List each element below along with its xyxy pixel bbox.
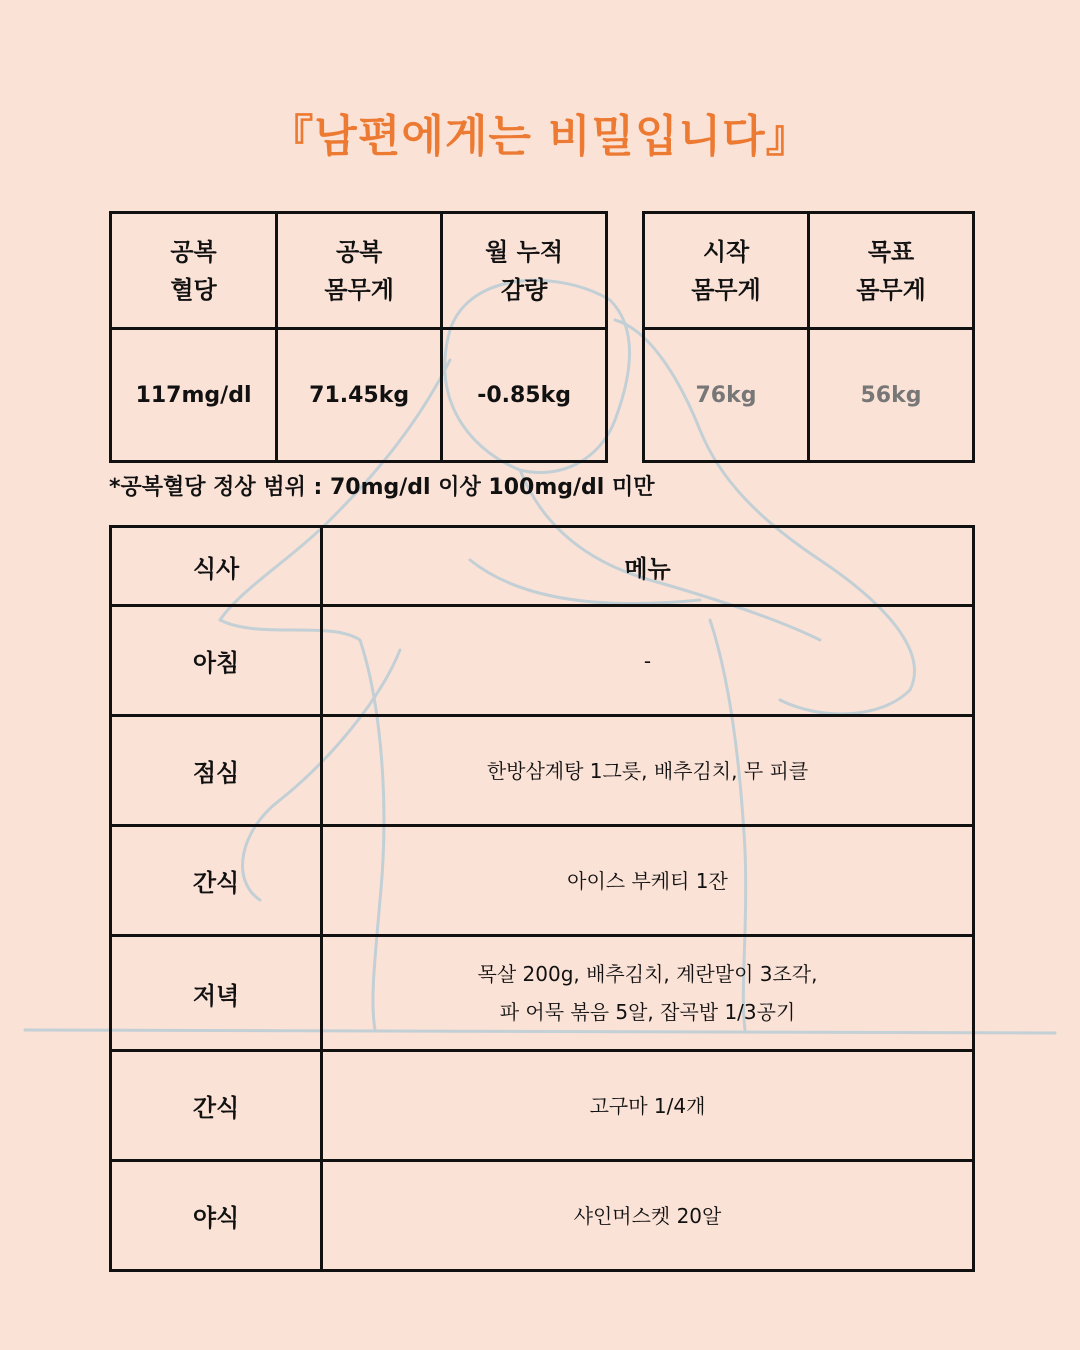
- header-target-weight: 목표 몸무게: [809, 213, 974, 329]
- table-row: [111, 606, 974, 716]
- meal-menu: [322, 936, 974, 1051]
- header-fasting-weight: 공복 몸무게: [277, 213, 442, 329]
- meal-name: 아침: [111, 606, 322, 716]
- value-fasting-glucose: 117mg/dl: [111, 329, 277, 462]
- value-start-weight: 76kg: [644, 329, 809, 462]
- meal-name: 간식: [111, 1051, 322, 1161]
- page-title: 『남편에게는 비밀입니다』: [269, 111, 811, 162]
- table-row: [111, 1051, 974, 1161]
- column-header-menu: 메뉴: [322, 527, 974, 606]
- value-fasting-weight: 71.45kg: [277, 329, 442, 462]
- stats-table: [109, 211, 608, 463]
- meal-menu: 샤인머스켓 20알: [322, 1161, 974, 1271]
- column-header-meal: 식사: [111, 527, 322, 606]
- value-target-weight: 56kg: [809, 329, 974, 462]
- meal-name: 간식: [111, 826, 322, 936]
- goal-table: [642, 211, 975, 463]
- menu-line-2: 파 어묵 볶음 5알, 잡곡밥 1/3공기: [499, 1000, 796, 1024]
- meal-table: [109, 525, 975, 1272]
- table-row: [111, 936, 974, 1051]
- header-fasting-glucose: 공복 혈당: [111, 213, 277, 329]
- meal-menu: -: [322, 606, 974, 716]
- menu-line-1: 목살 200g, 배추김치, 계란말이 3조각,: [477, 962, 818, 986]
- header-monthly-loss: 월 누적 감량: [442, 213, 607, 329]
- meal-name: 저녁: [111, 936, 322, 1051]
- glucose-range-note: *공복혈당 정상 범위 : 70mg/dl 이상 100mg/dl 미만: [109, 475, 655, 500]
- meal-name: 점심: [111, 716, 322, 826]
- meal-menu: 고구마 1/4개: [322, 1051, 974, 1161]
- meal-menu: 아이스 부케티 1잔: [322, 826, 974, 936]
- table-row: [111, 1161, 974, 1271]
- value-monthly-loss: -0.85kg: [442, 329, 607, 462]
- meal-menu: 한방삼계탕 1그릇, 배추김치, 무 피클: [322, 716, 974, 826]
- table-row: [111, 826, 974, 936]
- meal-name: 야식: [111, 1161, 322, 1271]
- header-start-weight: 시작 몸무게: [644, 213, 809, 329]
- table-row: [111, 716, 974, 826]
